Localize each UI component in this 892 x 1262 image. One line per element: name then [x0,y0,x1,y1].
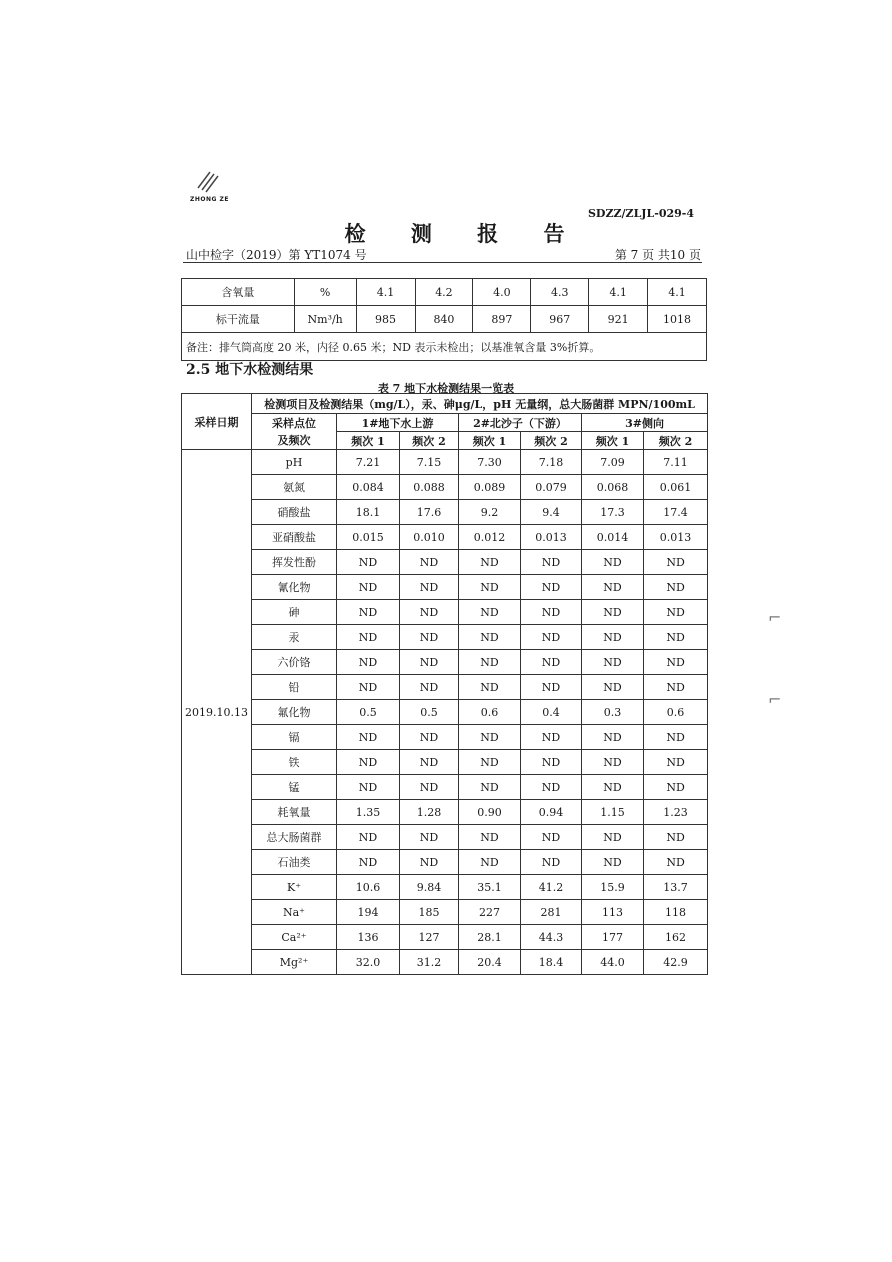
cell-value: 31.2 [400,950,459,975]
cell-value: ND [337,825,400,850]
cell-value: 4.2 [415,279,473,306]
table-row [182,279,707,306]
cell-value: ND [337,625,400,650]
frequency-header: 频次 2 [644,432,708,450]
cell-value: 0.012 [459,525,521,550]
cell-value: 0.94 [521,800,582,825]
cell-value: ND [400,600,459,625]
cell-value: ND [521,825,582,850]
section-heading: 2.5 地下水检测结果 [186,362,314,378]
test-item: 铅 [252,675,337,700]
row-item: 标干流量 [182,306,295,333]
table-row [182,800,708,825]
table-row [182,850,708,875]
cell-value: 0.5 [400,700,459,725]
cell-value: 44.3 [521,925,582,950]
cell-value: ND [644,825,708,850]
cell-value: ND [644,650,708,675]
cell-value: ND [521,575,582,600]
cell-value: ND [337,675,400,700]
cell-value: 281 [521,900,582,925]
emission-table [181,278,707,361]
site-header: 1#地下水上游 [337,414,459,432]
cell-value: 840 [415,306,473,333]
cell-value: ND [582,550,644,575]
header-divider [183,262,702,263]
table-row [182,750,708,775]
cell-value: 7.18 [521,450,582,475]
cell-value: 136 [337,925,400,950]
cell-value: ND [337,725,400,750]
frequency-label: 及频次 [252,432,337,450]
cell-value: 0.015 [337,525,400,550]
frequency-header: 频次 1 [337,432,400,450]
cell-value: 41.2 [521,875,582,900]
cell-value: 897 [473,306,531,333]
table-row [182,600,708,625]
test-item: 石油类 [252,850,337,875]
cell-value: ND [459,575,521,600]
cell-value: ND [337,550,400,575]
test-item: 砷 [252,600,337,625]
test-item: K⁺ [252,875,337,900]
row-unit: Nm³/h [294,306,356,333]
sampling-date: 2019.10.13 [182,450,252,975]
test-item: 氰化物 [252,575,337,600]
cell-value: ND [459,750,521,775]
cell-value: 9.2 [459,500,521,525]
cell-value: 7.09 [582,450,644,475]
cell-value: ND [521,725,582,750]
cell-value: 0.010 [400,525,459,550]
cell-value: ND [337,750,400,775]
test-item: 耗氧量 [252,800,337,825]
table-row [182,500,708,525]
cell-value: ND [521,650,582,675]
site-header: 2#北沙子（下游） [459,414,582,432]
cell-value: ND [337,850,400,875]
cell-value: 4.0 [473,279,531,306]
cell-value: 194 [337,900,400,925]
cell-value: ND [459,675,521,700]
test-item: 总大肠菌群 [252,825,337,850]
cell-value: ND [521,600,582,625]
test-item: Na⁺ [252,900,337,925]
cell-value: ND [644,750,708,775]
test-item: Mg²⁺ [252,950,337,975]
company-logo [190,168,240,208]
cell-value: ND [337,600,400,625]
cell-value: ND [644,575,708,600]
cell-value: 127 [400,925,459,950]
cell-value: ND [400,750,459,775]
test-item: 挥发性酚 [252,550,337,575]
cell-value: 4.1 [648,279,707,306]
cell-value: 7.11 [644,450,708,475]
cell-value: ND [400,575,459,600]
table-row [182,900,708,925]
cell-value: ND [582,725,644,750]
page-title: 检 测 报 告 [344,221,584,246]
cell-value: 1.28 [400,800,459,825]
cell-value: ND [400,550,459,575]
table-row [182,825,708,850]
table-row [182,450,708,475]
logo-icon [194,168,220,194]
cell-value: ND [521,675,582,700]
cell-value: 10.6 [337,875,400,900]
test-item: 铁 [252,750,337,775]
cell-value: 7.21 [337,450,400,475]
cell-value: ND [582,600,644,625]
test-item: 氨氮 [252,475,337,500]
cell-value: ND [459,825,521,850]
cell-value: ND [459,850,521,875]
table-row [182,875,708,900]
cell-value: ND [644,550,708,575]
test-item: 亚硝酸盐 [252,525,337,550]
cell-value: 985 [356,306,415,333]
cell-value: 1.23 [644,800,708,825]
cell-value: 0.068 [582,475,644,500]
cell-value: 0.088 [400,475,459,500]
cell-value: ND [582,775,644,800]
header-row [182,394,708,414]
cell-value: 17.6 [400,500,459,525]
cell-value: 0.014 [582,525,644,550]
cell-value: 9.4 [521,500,582,525]
cell-value: ND [459,625,521,650]
cell-value: 0.5 [337,700,400,725]
cell-value: 0.084 [337,475,400,500]
cell-value: 20.4 [459,950,521,975]
cell-value: 15.9 [582,875,644,900]
cell-value: ND [582,675,644,700]
sampling-date-header: 采样日期 [182,394,252,450]
table-row [182,525,708,550]
cell-value: ND [459,725,521,750]
table-row [182,475,708,500]
table-row [182,925,708,950]
cell-value: 162 [644,925,708,950]
cell-value: 0.089 [459,475,521,500]
cell-value: 0.079 [521,475,582,500]
cell-value: 7.15 [400,450,459,475]
row-item: 含氧量 [182,279,295,306]
cell-value: 4.3 [531,279,589,306]
cell-value: 0.6 [644,700,708,725]
table-caption: 表 7 地下水检测结果一览表 [377,382,515,395]
document-code: SDZZ/ZLJL-029-4 [587,207,694,220]
cell-value: ND [400,650,459,675]
cell-value: 113 [582,900,644,925]
frequency-header: 频次 2 [521,432,582,450]
cell-value: 227 [459,900,521,925]
test-item: 硝酸盐 [252,500,337,525]
cell-value: 9.84 [400,875,459,900]
cell-value: ND [400,675,459,700]
cell-value: ND [400,850,459,875]
header-row [182,414,708,432]
table-row [182,625,708,650]
cell-value: 0.013 [521,525,582,550]
cell-value: ND [644,850,708,875]
site-header: 3#侧向 [582,414,708,432]
row-unit: % [294,279,356,306]
cell-value: 4.1 [356,279,415,306]
cell-value: ND [459,650,521,675]
cell-value: ND [521,750,582,775]
test-item: 氟化物 [252,700,337,725]
cell-value: ND [400,825,459,850]
cell-value: 4.1 [589,279,648,306]
scan-artifact: ⌐ [768,608,782,627]
table-row [182,700,708,725]
cell-value: 18.4 [521,950,582,975]
cell-value: ND [459,600,521,625]
cell-value: ND [644,775,708,800]
table-row [182,675,708,700]
cell-value: 0.3 [582,700,644,725]
cell-value: ND [337,775,400,800]
cell-value: ND [644,600,708,625]
cell-value: 0.061 [644,475,708,500]
sampling-point-label: 采样点位 [252,414,337,432]
cell-value: ND [582,650,644,675]
test-item: pH [252,450,337,475]
cell-value: 0.6 [459,700,521,725]
table-row [182,306,707,333]
table-row [182,550,708,575]
table-row [182,950,708,975]
cell-value: 35.1 [459,875,521,900]
table-row [182,775,708,800]
frequency-header: 频次 1 [582,432,644,450]
cell-value: 177 [582,925,644,950]
cell-value: ND [582,625,644,650]
cell-value: ND [644,625,708,650]
cell-value: ND [337,650,400,675]
groundwater-table [181,393,708,975]
cell-value: 13.7 [644,875,708,900]
cell-value: ND [459,775,521,800]
scan-artifact: ⌐ [768,690,782,709]
test-item: Ca²⁺ [252,925,337,950]
cell-value: 7.30 [459,450,521,475]
cell-value: 185 [400,900,459,925]
cell-value: ND [582,850,644,875]
report-number: 山中检字（2019）第 YT1074 号 [186,248,367,262]
cell-value: ND [337,575,400,600]
logo-text: ZHONG ZE [190,196,229,203]
table-note: 备注：排气筒高度 20 米，内径 0.65 米；ND 表示未检出；以基准氧含量 3%折算。 [182,333,707,361]
cell-value: ND [582,750,644,775]
cell-value: ND [521,550,582,575]
cell-value: ND [459,550,521,575]
cell-value: ND [400,775,459,800]
cell-value: ND [521,775,582,800]
items-header: 检测项目及检测结果（mg/L），汞、砷μg/L，pH 无量纲，总大肠菌群 MPN/100mL [252,394,708,414]
cell-value: ND [644,725,708,750]
cell-value: ND [582,575,644,600]
cell-value: ND [644,675,708,700]
cell-value: ND [400,625,459,650]
cell-value: ND [400,725,459,750]
cell-value: 17.3 [582,500,644,525]
cell-value: 18.1 [337,500,400,525]
test-item: 镉 [252,725,337,750]
cell-value: ND [582,825,644,850]
table-row [182,725,708,750]
page-number: 第 7 页 共10 页 [614,248,701,262]
test-item: 汞 [252,625,337,650]
cell-value: 28.1 [459,925,521,950]
cell-value: ND [521,625,582,650]
cell-value: 1018 [648,306,707,333]
test-item: 六价铬 [252,650,337,675]
cell-value: 0.4 [521,700,582,725]
cell-value: ND [521,850,582,875]
cell-value: 32.0 [337,950,400,975]
cell-value: 1.15 [582,800,644,825]
cell-value: 17.4 [644,500,708,525]
frequency-header: 频次 2 [400,432,459,450]
cell-value: 967 [531,306,589,333]
table-row [182,333,707,361]
cell-value: 1.35 [337,800,400,825]
table-row [182,650,708,675]
header-row [182,432,708,450]
test-item: 锰 [252,775,337,800]
cell-value: 0.013 [644,525,708,550]
cell-value: 0.90 [459,800,521,825]
frequency-header: 频次 1 [459,432,521,450]
cell-value: 921 [589,306,648,333]
cell-value: 44.0 [582,950,644,975]
cell-value: 42.9 [644,950,708,975]
table-row [182,575,708,600]
cell-value: 118 [644,900,708,925]
